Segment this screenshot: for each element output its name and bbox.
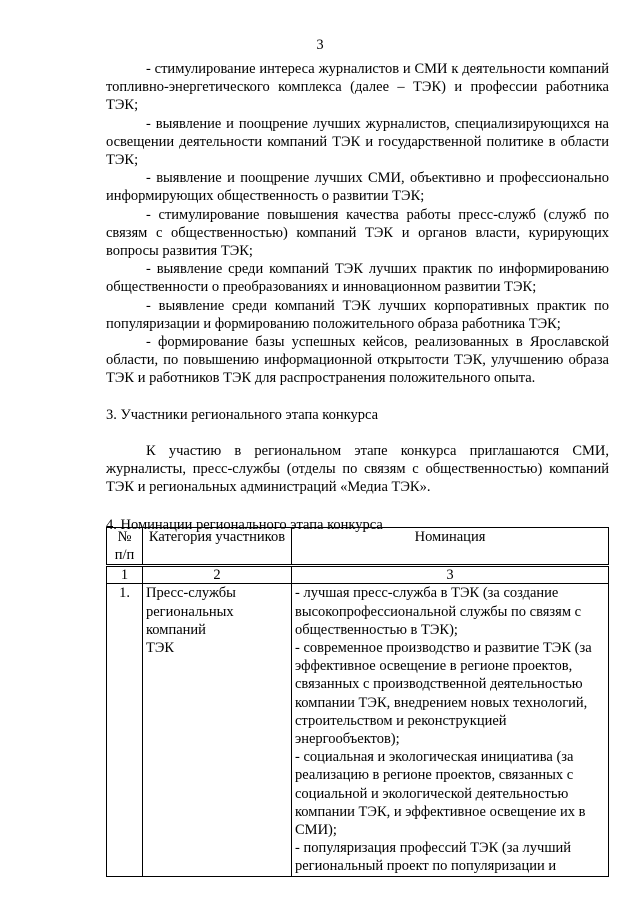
section-heading-participants: 3. Участники регионального этапа конкурса [106, 406, 379, 423]
header-number: № п/п [107, 528, 143, 566]
category-line: компаний [146, 621, 206, 638]
nomination-item: - социальная и экологическая инициатива (за реализацию в регионе проектов, связанных с социальной и экологической деятельностью компании ТЭК, и эффективное освещение их в СМИ); [295, 749, 586, 839]
document-body [106, 60, 609, 535]
goal-item: - выявление среди компаний ТЭК лучших практик по информированию общественности о преобразованиях и инновационном развитии ТЭК; [106, 261, 609, 296]
column-number: 1 [107, 566, 143, 584]
category-line: ТЭК [146, 640, 175, 657]
section-heading-nominations: 4. Номинации регионального этапа конкурса [106, 517, 383, 534]
row-category [143, 584, 292, 876]
goal-item: - формирование базы успешных кейсов, реализованных в Ярославской области, по повышению информационной открытости ТЭК, улучшению образа ТЭК и работников ТЭК для распространения положительного опыта. [106, 334, 609, 387]
header-nomination: Номинация [292, 528, 609, 566]
page-number: 3 [316, 37, 324, 53]
nomination-item: - современное производство и развитие ТЭК (за эффективное освещение в регионе проектов, связанных с производственной деятельностью компании ТЭК, внедрением новых технологий, строительством и реконструкцией энергообъектов); [295, 640, 592, 748]
goal-item: - выявление и поощрение лучших СМИ, объективно и профессионально информирующих общественность о развитии ТЭК; [106, 170, 609, 205]
nomination-item: - популяризация профессий ТЭК (за лучший региональный проект по популяризации и [295, 840, 572, 875]
goal-item: - выявление среди компаний ТЭК лучших корпоративных практик по популяризации и формированию положительного образа работника ТЭК; [106, 297, 609, 332]
goal-item: - стимулирование повышения качества работы пресс-служб (служб по связям с общественностью) компаний ТЭК и органов власти, курирующих вопросы развития ТЭК; [106, 206, 609, 260]
column-number: 2 [143, 566, 292, 584]
header-category: Категория участников [143, 528, 292, 566]
nomination-item: - лучшая пресс-служба в ТЭК (за создание высокопрофессиональной службы по связям с общественностью в ТЭК); [295, 585, 582, 638]
goal-item: - стимулирование интереса журналистов и СМИ к деятельности компаний топливно-энергетического комплекса (далее – ТЭК) и профессии работника ТЭК; [106, 61, 609, 114]
column-number: 3 [292, 566, 609, 584]
nominations-table [106, 527, 609, 877]
participants-paragraph: К участию в региональном этапе конкурса приглашаются СМИ, журналисты, пресс-службы (отделы по связям с общественностью) компаний ТЭК и региональных администраций «Медиа ТЭК». [106, 442, 609, 496]
column-numbers-row [107, 566, 609, 584]
row-nominations [292, 584, 609, 876]
table-row [107, 584, 609, 876]
category-line: региональных [146, 603, 234, 620]
row-number: 1. [107, 584, 143, 876]
goal-item: - выявление и поощрение лучших журналистов, специализирующихся на освещении деятельности компаний ТЭК и государственной политике в области ТЭК; [106, 115, 609, 169]
table-header-row [107, 528, 609, 566]
category-line: Пресс-службы [146, 585, 236, 602]
